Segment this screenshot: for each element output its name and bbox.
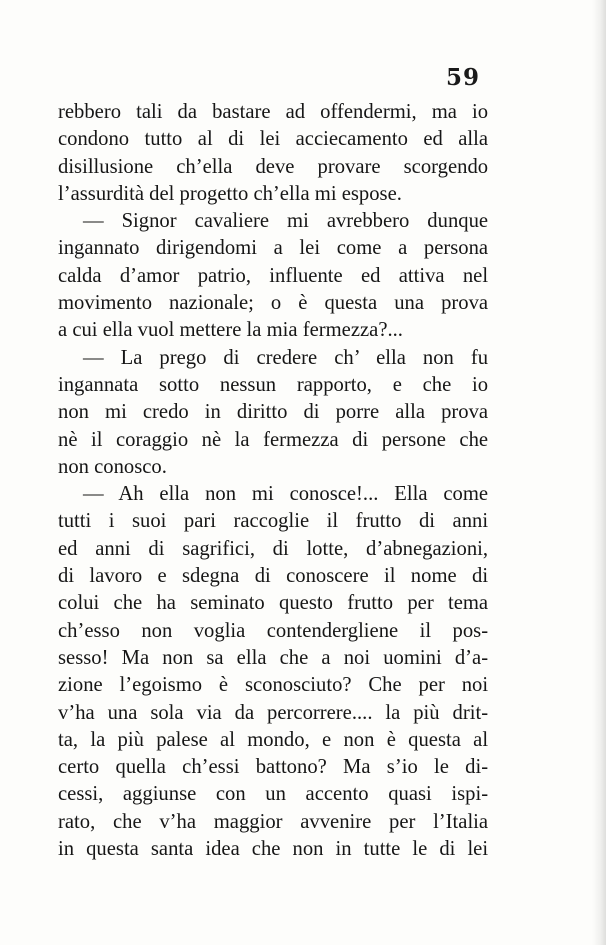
text-line: non conosco. bbox=[58, 453, 167, 478]
body-text bbox=[58, 98, 488, 862]
text-line: di lavoro e sdegna di conoscere il nome di bbox=[58, 563, 489, 588]
text-line: rato, che v’ha maggior avvenire per l’Italia bbox=[58, 808, 489, 833]
text-line: in questa santa idea che non in tutte le di lei bbox=[58, 836, 489, 861]
text-line: disillusione ch’ella deve provare scorgendo bbox=[58, 153, 489, 178]
text-line: movimento nazionale; o è questa una prova bbox=[58, 290, 489, 315]
text-line: ingannato dirigendomi a lei come a persona bbox=[58, 235, 489, 260]
text-line: colui che ha seminato questo frutto per tema bbox=[58, 590, 489, 615]
page-number: 59 bbox=[446, 64, 481, 91]
text-line: condono tutto al di lei acciecamento ed alla bbox=[58, 126, 489, 151]
text-line: l’assurdità del progetto ch’ella mi espose. bbox=[58, 180, 402, 205]
text-line: v’ha una sola via da percorrere.... la più drit- bbox=[58, 699, 489, 724]
text-line: a cui ella vuol mettere la mia fermezza?... bbox=[58, 317, 403, 342]
text-line: — La prego di credere ch’ ella non fu bbox=[82, 344, 489, 369]
text-line: nè il coraggio nè la fermezza di persone che bbox=[58, 426, 489, 451]
text-line: certo quella ch’essi battono? Ma s’io le di- bbox=[58, 754, 489, 779]
text-line: non mi credo in diritto di porre alla prova bbox=[58, 399, 489, 424]
text-line: — Ah ella non mi conosce!... Ella come bbox=[82, 481, 489, 506]
text-line: calda d’amor patrio, influente ed attiva nel bbox=[58, 262, 489, 287]
text-line: ch’esso non voglia contendergliene il pos- bbox=[58, 617, 489, 642]
text-line: ingannata sotto nessun rapporto, e che io bbox=[58, 371, 489, 396]
text-line: zione l’egoismo è sconosciuto? Che per noi bbox=[58, 672, 489, 697]
text-line: ta, la più palese al mondo, e non è questa al bbox=[58, 726, 489, 751]
text-line: ed anni di sagrifici, di lotte, d’abnegazioni, bbox=[58, 535, 489, 560]
text-line: sesso! Ma non sa ella che a noi uomini d’a- bbox=[58, 644, 489, 669]
text-line: rebbero tali da bastare ad offendermi, ma io bbox=[58, 99, 489, 123]
text-line: — Signor cavaliere mi avrebbero dunque bbox=[82, 208, 489, 233]
text-line: cessi, aggiunse con un accento quasi ispi- bbox=[58, 781, 489, 806]
text-line: tutti i suoi pari raccoglie il frutto di anni bbox=[58, 508, 489, 533]
page-edge-shadow bbox=[592, 0, 606, 945]
